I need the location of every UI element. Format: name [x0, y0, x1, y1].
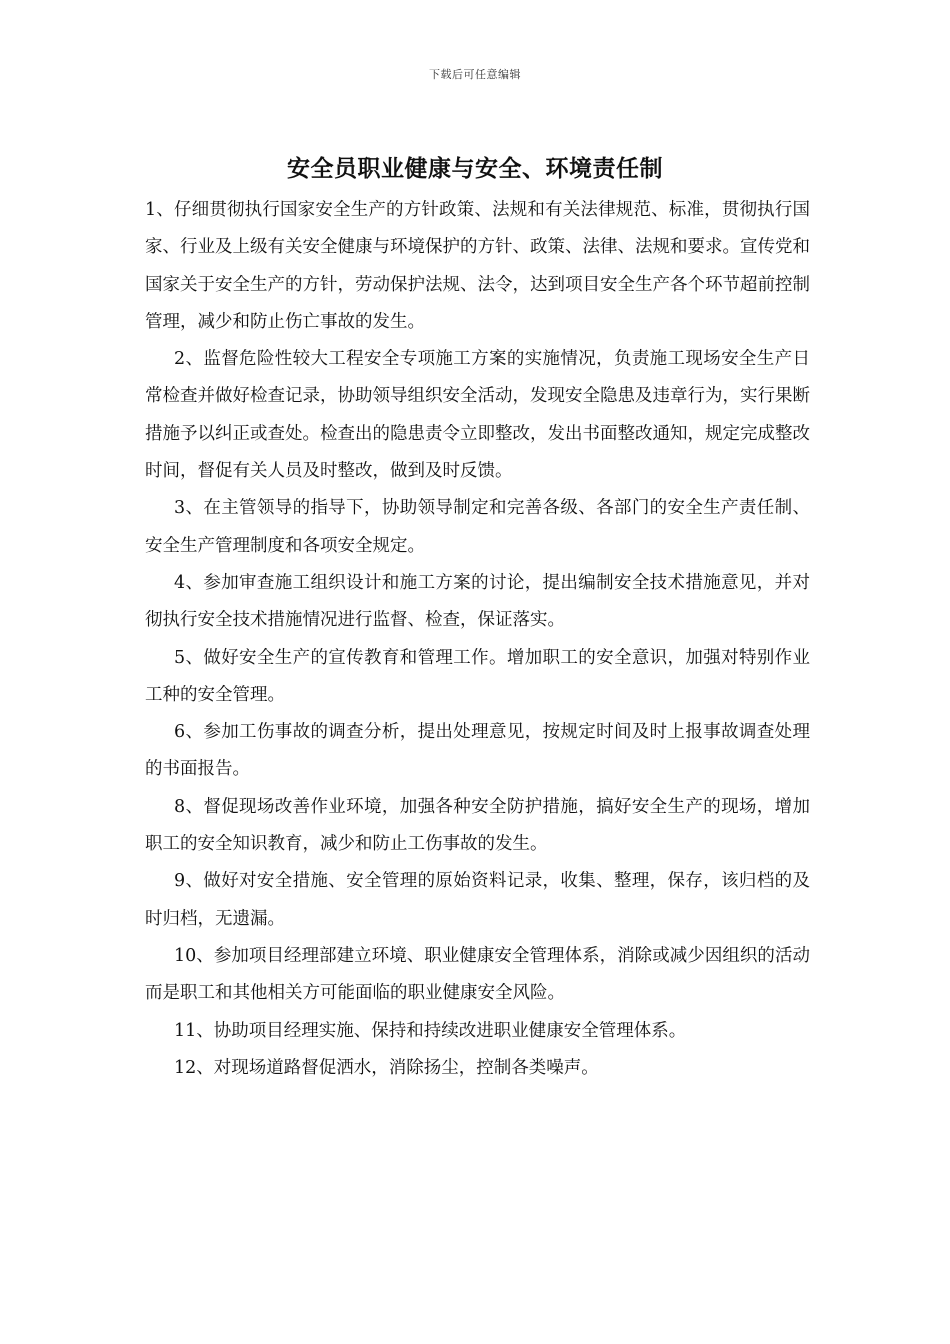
paragraph-8: 8、督促现场改善作业环境，加强各种安全防护措施，搞好安全生产的现场，增加职工的安全知识教育，减少和防止工伤事故的发生。 [145, 796, 810, 855]
document-body [145, 192, 810, 1087]
document-title: 安全员职业健康与安全、环境责任制 [287, 155, 663, 182]
paragraph-12: 12、对现场道路督促洒水，消除扬尘，控制各类噪声。 [174, 1057, 599, 1078]
paragraph-1: 1、仔细贯彻执行国家安全生产的方针政策、法规和有关法律规范、标准，贯彻执行国家、行业及上级有关安全健康与环境保护的方针、政策、法律、法规和要求。宣传党和国家关于安全生产的方针，劳动保护法规、法令，达到项目安全生产各个环节超前控制管理，减少和防止伤亡事故的发生。 [145, 200, 810, 332]
paragraph-3: 3、在主管领导的指导下，协助领导制定和完善各级、各部门的安全生产责任制、安全生产管理制度和各项安全规定。 [145, 498, 810, 556]
paragraph-9: 9、做好对安全措施、安全管理的原始资料记录，收集、整理，保存，该归档的及时归档，无遗漏。 [145, 871, 810, 929]
paragraph-11: 11、协助项目经理实施、保持和持续改进职业健康安全管理体系。 [174, 1020, 687, 1041]
paragraph-10: 10、参加项目经理部建立环境、职业健康安全管理体系，消除或减少因组织的活动而是职工和其他相关方可能面临的职业健康安全风险。 [145, 945, 810, 1004]
paragraph-2: 2、监督危险性较大工程安全专项施工方案的实施情况，负责施工现场安全生产日常检查并做好检查记录，协助领导组织安全活动，发现安全隐患及违章行为，实行果断措施予以纠正或查处。检查出的隐患责令立即整改，发出书面整改通知，规定完成整改时间，督促有关人员及时整改，做到及时反馈。 [145, 349, 810, 482]
paragraph-5: 5、做好安全生产的宣传教育和管理工作。增加职工的安全意识，加强对特别作业工种的安全管理。 [145, 647, 810, 705]
page-header-note: 下载后可任意编辑 [429, 68, 521, 81]
paragraph-4: 4、参加审查施工组织设计和施工方案的讨论，提出编制安全技术措施意见，并对彻执行安全技术措施情况进行监督、检查，保证落实。 [145, 572, 810, 631]
paragraph-6: 6、参加工伤事故的调查分析，提出处理意见，按规定时间及时上报事故调查处理的书面报告。 [145, 722, 810, 780]
